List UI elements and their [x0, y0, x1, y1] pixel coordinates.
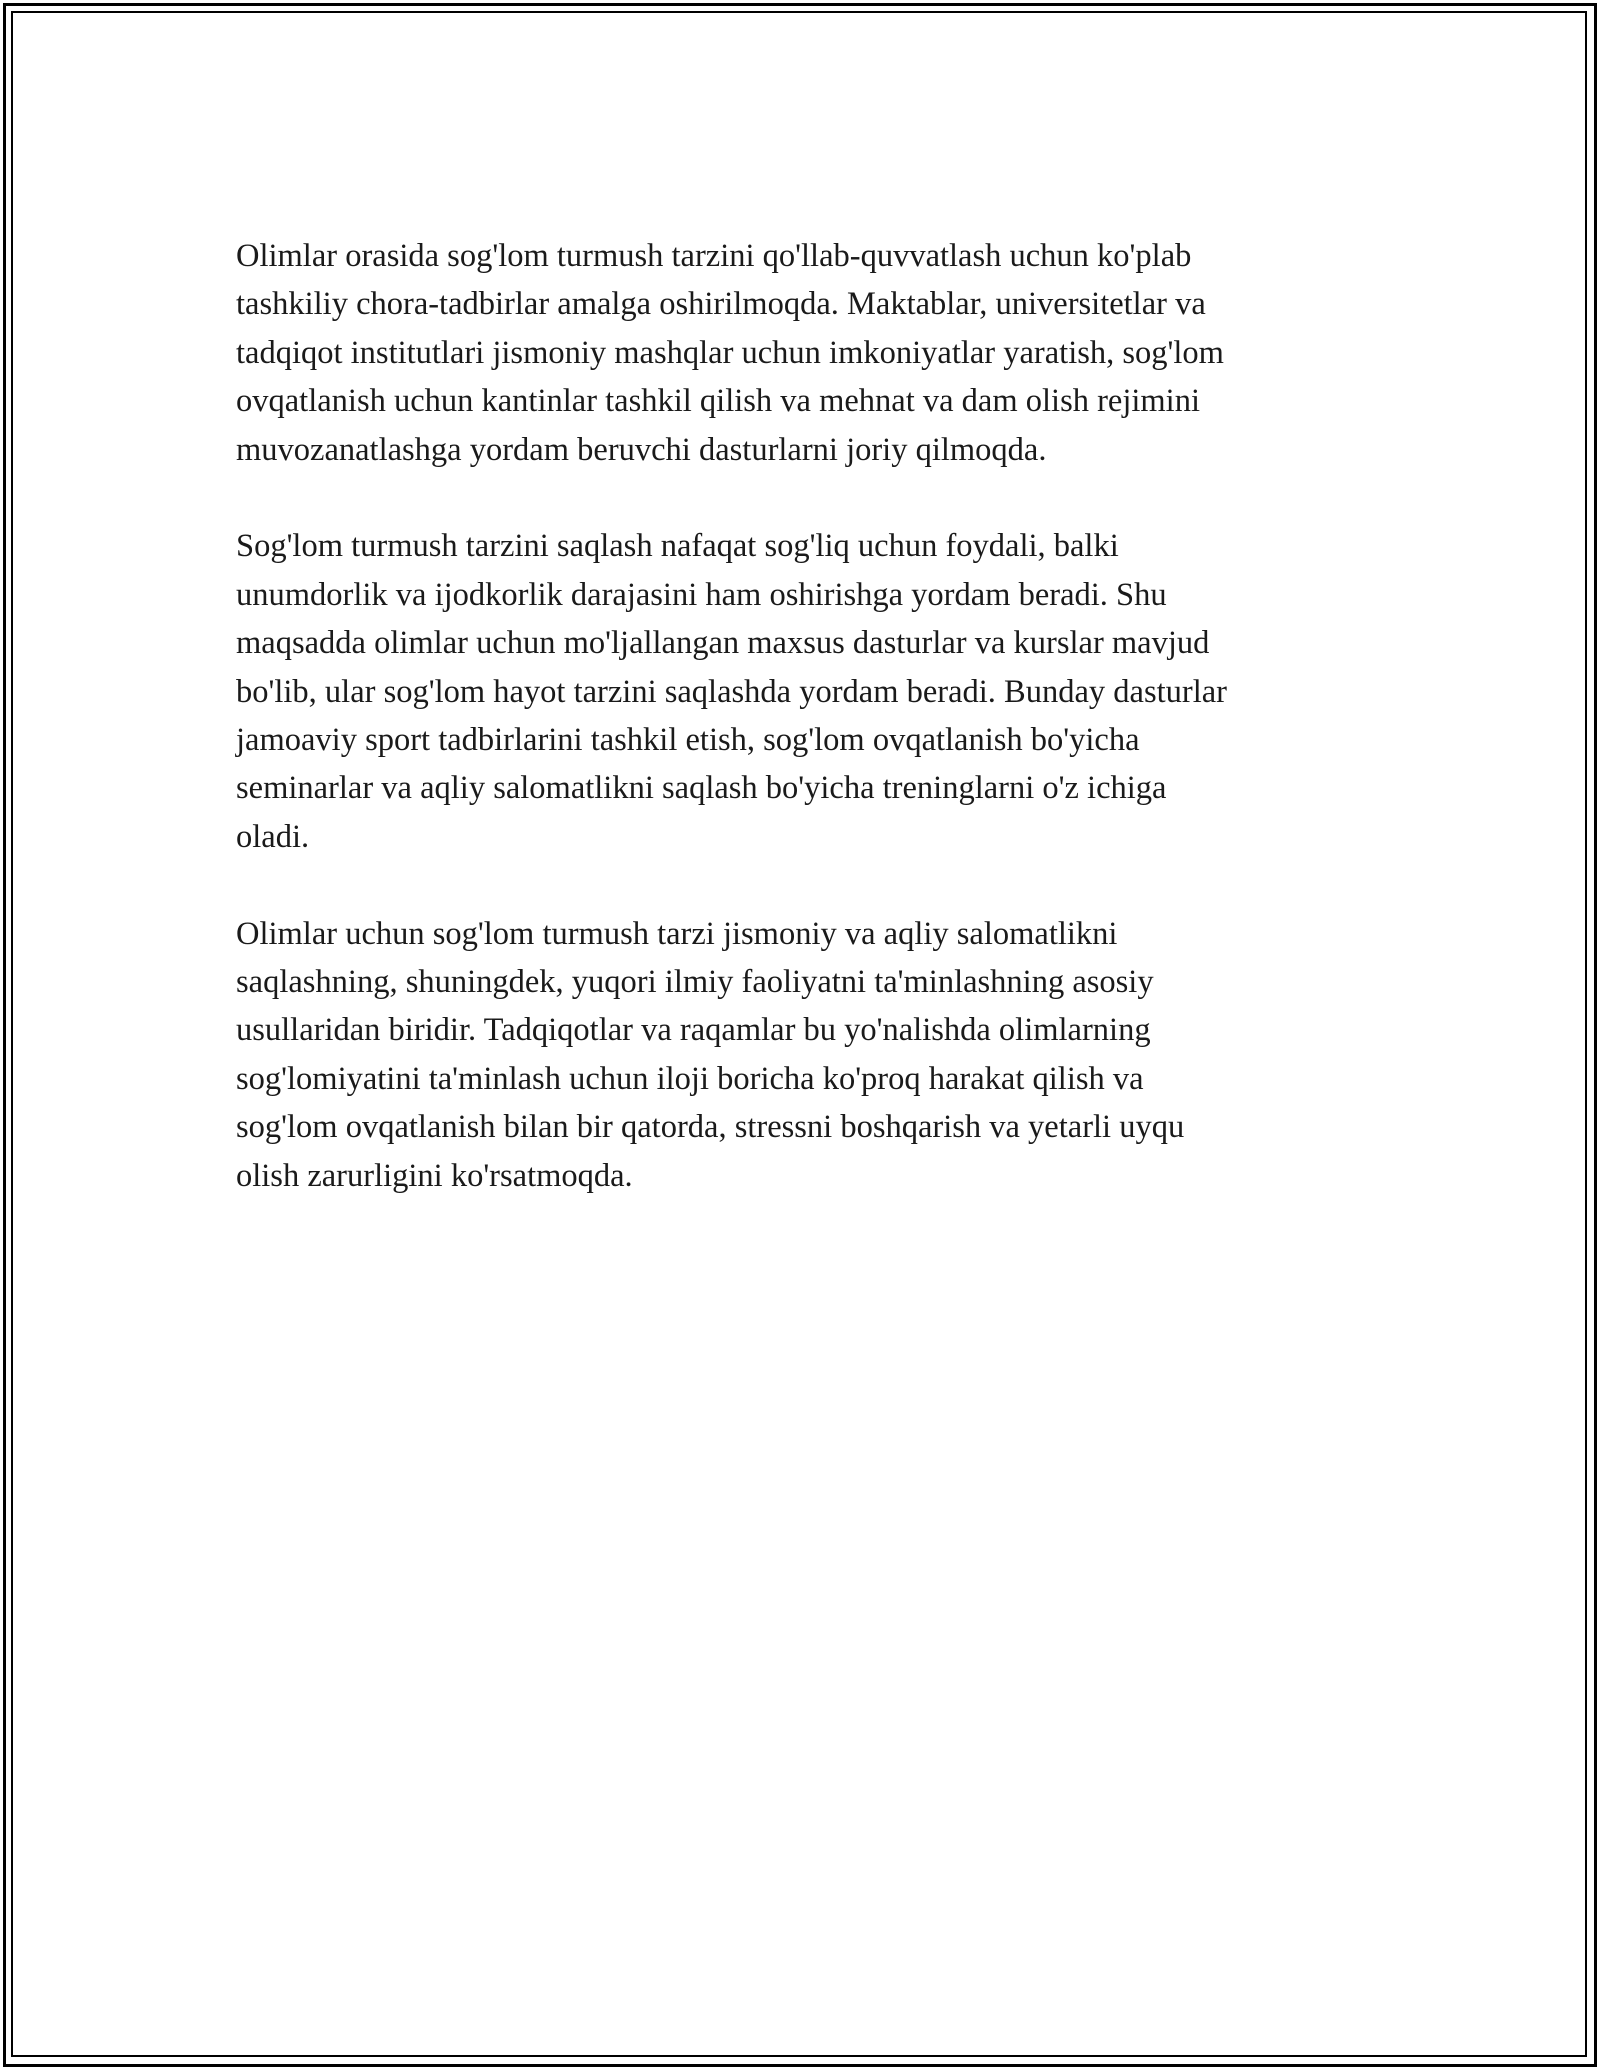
text-line: oladi.: [236, 818, 310, 855]
document-body: [236, 232, 1366, 1248]
text-line: olish zarurligini ko'rsatmoqda.: [236, 1157, 633, 1194]
text-line: Olimlar orasida sog'lom turmush tarzini qo'llab-quvvatlash uchun ko'plab: [236, 238, 1192, 274]
text-line: ovqatlanish uchun kantinlar tashkil qilish va mehnat va dam olish rejimini: [236, 383, 1200, 420]
text-line: unumdorlik va ijodkorlik darajasini ham oshirishga yordam beradi. Shu: [236, 576, 1167, 613]
text-line: Sog'lom turmush tarzini saqlash nafaqat sog'liq uchun foydali, balki: [236, 528, 1119, 565]
text-line: sog'lom ovqatlanish bilan bir qatorda, stressni boshqarish va yetarli uyqu: [236, 1109, 1185, 1146]
text-line: bo'lib, ular sog'lom hayot tarzini saqlashda yordam beradi. Bunday dasturlar: [236, 673, 1227, 710]
text-line: muvozanatlashga yordam beruvchi dasturlarni joriy qilmoqda.: [236, 431, 1047, 468]
text-line: tashkiliy chora-tadbirlar amalga oshirilmoqda. Maktablar, universitetlar va: [236, 286, 1206, 323]
text-line: usullaridan biridir. Tadqiqotlar va raqamlar bu yo'nalishda olimlarning: [236, 1012, 1151, 1049]
text-line: sog'lomiyatini ta'minlash uchun iloji boricha ko'proq harakat qilish va: [236, 1060, 1144, 1097]
text-line: jamoaviy sport tadbirlarini tashkil etish, sog'lom ovqatlanish bo'yicha: [236, 722, 1140, 759]
text-line: seminarlar va aqliy salomatlikni saqlash bo'yicha treninglarni o'z ichiga: [236, 770, 1167, 807]
text-line: maqsadda olimlar uchun mo'ljallangan maxsus dasturlar va kurslar mavjud: [236, 625, 1210, 662]
paragraph-1: [236, 232, 1366, 474]
text-line: Olimlar uchun sog'lom turmush tarzi jismoniy va aqliy salomatlikni: [236, 915, 1118, 952]
paragraph-2: [236, 522, 1366, 861]
paragraph-3: [236, 910, 1366, 1200]
text-line: tadqiqot institutlari jismoniy mashqlar uchun imkoniyatlar yaratish, sog'lom: [236, 334, 1224, 371]
text-line: saqlashning, shuningdek, yuqori ilmiy faoliyatni ta'minlashning asosiy: [236, 964, 1154, 1001]
